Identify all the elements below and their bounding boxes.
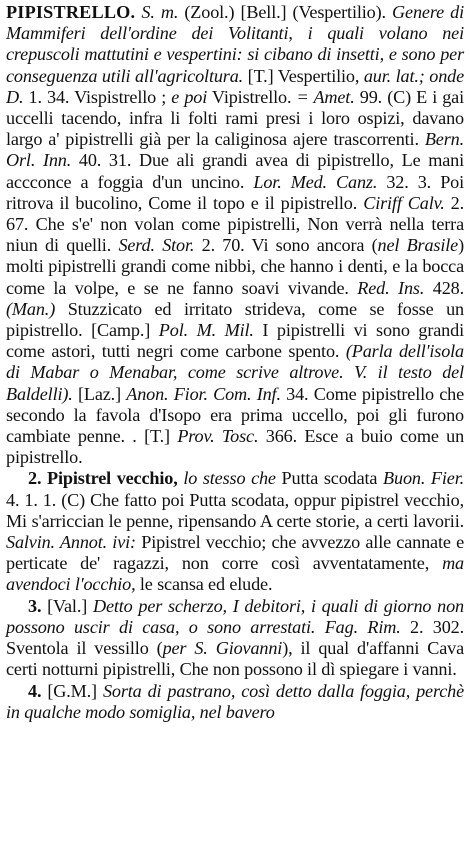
source-2: Lor. Med. Canz. [253,171,378,192]
etym-eq: = Amet. [296,86,355,107]
source-7: Anon. Fior. Com. Inf. [126,383,281,404]
etym-form: Vispistrello ; [74,86,167,107]
mark-6: [Camp.] [91,320,151,341]
etym-ref: 1. 34. [28,86,70,107]
etym-eq-ref: 99. [359,86,383,107]
sense-3-mark: [Val.] [47,595,88,616]
quote-7: I pipistrelli vi sono grandi come astori, tutti negri come carbone spento. [6,320,464,362]
ref-1: 40. 31. [78,150,132,171]
sense-3-quote-1b: per S. Giovanni [162,638,283,659]
sense-2-def-a: lo stesso che [183,468,276,489]
sense-3-source-1: Fag. Rim. [324,616,401,637]
sense-2-ref-1: 4. 1. 1. [6,489,57,510]
sense-2-quote-2b: ma avendoci l'occhio, [6,553,464,595]
grammar-label: S. m. [141,2,179,22]
sense-3-ref-1: 2. 302. [410,616,464,637]
quote-6: Stuzzicato ed irritato strideva, come se fosse un pipistrello. [6,298,464,341]
source-1: Bern. Orl. Inn. [6,129,464,171]
etym-source: aur. lat.; onde D. [6,65,464,107]
mark-c: (C) [387,86,411,107]
note-7: (Parla dell'isola di Mabar o Menabar, come scrive altrove. V. il testo del Baldelli). [6,341,464,404]
definition: Genere di Mammiferi dell'ordine dei Volitanti, i quali volano nei crepuscoli mattutini e vespertini: si cibano di insetti, e sono per conseguenza utili all'agricoltura. [6,2,464,86]
sense-2-num: 2. [28,468,42,489]
sense-2-source-2: Salvin. Annot. ivi: [6,532,136,553]
mark-8: [T.] [144,426,170,447]
sense-4 [6,681,464,723]
sense-3-num: 3. [28,595,42,616]
entry-pipistrello [6,2,464,468]
headword: PIPISTRELLO. [6,2,136,22]
sense-2 [6,468,464,595]
sense-4-mark: [G.M.] [47,680,97,701]
ref-7: 34. [286,383,309,404]
sense-3-quote-1a: Sventola il vessillo ( [6,638,163,659]
sense-2-mark-c: (C) [61,489,85,510]
quote-5b: nel Brasile [377,235,459,256]
source-8: Prov. Tosc. [177,426,259,447]
etym-word: Vespertilio, [277,65,360,86]
sense-3-def: Detto per scherzo, I debitori, i quali di giorno non possono uscir di casa, o sono arrestati. [6,595,464,637]
mark-7: [Laz.] [77,383,121,404]
quote-2: Due ali grandi avea di pipistrello, Le mani accconce a foggia d'un uncino. [6,150,464,192]
sense-4-def: Sorta di pastrano, così detto dalla foggia, perchè in qualche modo somiglia, nel bavero [6,680,464,722]
ref-4: 2. 70. [201,235,245,256]
sense-4-num: 4. [28,680,42,701]
sense-3-quote-1c: ), il qual d'affanni Cava certi notturni pipistrelli, Che non possono il dì spiegare i vanni. [6,638,465,680]
sense-2-quote-2c: le scansa ed elude. [139,574,273,595]
quote-5a: Vi sono ancora ( [251,235,378,256]
source-3: Ciriff Calv. [363,192,445,213]
etym-also: e poi [171,86,208,107]
sense-2-source-1: Buon. Fier. [383,468,465,489]
source-5b: (Man.) [6,298,56,319]
source-5: Red. Ins. [357,277,425,298]
sense-2-quote-1: Che fatto poi Putta scodata, oppur pipistrel vecchio, Mi s'arriccian le penne, ripensando A certe storie, a certi lavorii. [6,489,464,531]
sense-2-def-b: Putta scodata [281,468,378,489]
sense-3 [6,596,464,681]
ref-3: 2. 67. [6,192,464,235]
ref-5: 428. [432,277,464,298]
quote-8: Come pipistrello che secondo la favola d'Isopo era prima uccello, poi gli furono cambiate penne. . [6,383,465,447]
quote-9: Esce a buio come un pipistrello. [6,426,465,468]
quote-1: E i gai uccelli tacendo, infra li folti rami presi i loro ospizi, davano largo a' pipistrelli già per la caliginosa ajere trascorrenti. [6,86,465,150]
source-6: Pol. M. Mil. [158,320,254,341]
quote-3: Poi ritrova il bucolino, Come il topo e il pipistrello. [6,171,465,213]
sense-2-quote-2: Pipistrel vecchio; che avvezzo alle cannate e perticate de' ragazzi, non corre così avventatamente, [6,532,464,574]
ref-2: 32. 3. [386,171,432,192]
ref-8: 366. [265,426,297,447]
sense-2-head: Pipistrel vecchio, [47,468,178,489]
quote-5c: ) molti pipistrelli grandi come nibbi, che hanno i denti, e la bocca come la volpe, e se ne fanno soavi vivande. [6,235,464,298]
source-4: Serd. Stor. [118,235,195,256]
etym-form2: Vipistrello. [211,86,292,107]
etym-mark: [T.] [247,65,274,86]
quote-4: Che s'e' non volan come pipistrelli, Non verrà nella terra niun di quelli. [6,214,464,256]
domain-tags: (Zool.) [Bell.] (Vespertilio). [184,2,386,22]
